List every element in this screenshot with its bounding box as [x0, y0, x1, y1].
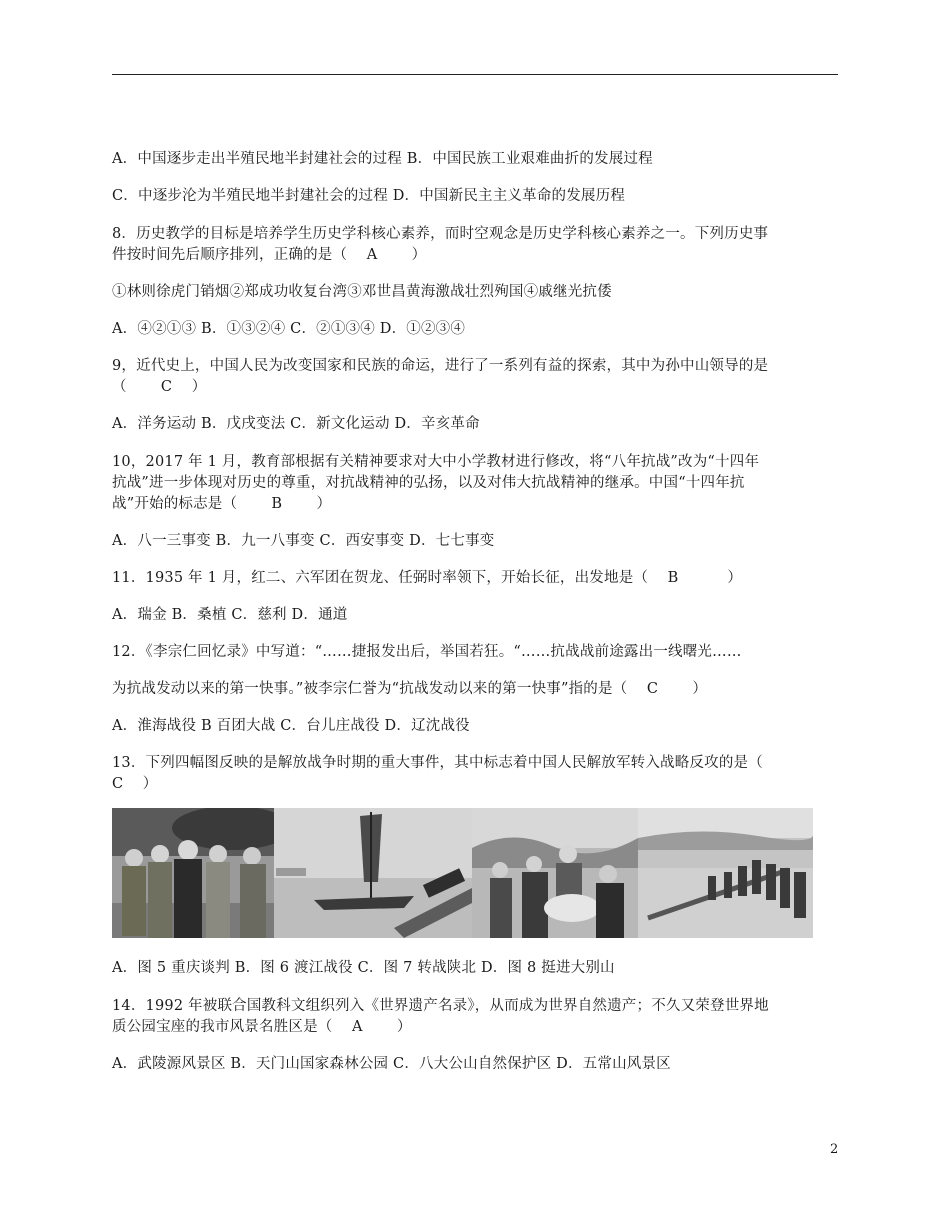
question-9-answer: （ C ） — [112, 379, 207, 395]
photo-7-northern-shaanxi — [472, 808, 638, 938]
option-line-7: A．中国逐步走出半殖民地半封建社会的过程 B．中国民族工业艰难曲折的发展过程 — [112, 151, 653, 167]
question-12-text-1: 12．《李宗仁回忆录》中写道：“……捷报发出后，举国若狂。“……抗战战前途露出一线曙光…… — [112, 644, 742, 660]
photo-5-chongqing-negotiation — [112, 808, 274, 938]
photo-6-crossing-yangtze — [274, 808, 472, 938]
photo-strip — [112, 808, 813, 938]
question-8-answer: 件按时间先后顺序排列，正确的是（ A ） — [112, 247, 427, 263]
question-8-options: A．④②①③ B．①③②④ C．②①③④ D．①②③④ — [112, 321, 466, 337]
question-10-text-2: 抗战”进一步体现对历史的尊重，对抗战精神的弘扬，以及对伟大抗战精神的继承。中国“十四年抗 — [112, 475, 745, 491]
question-9-options: A．洋务运动 B．戊戌变法 C．新文化运动 D．辛亥革命 — [112, 416, 480, 432]
page-number: 2 — [830, 1142, 839, 1157]
option-line-7b: C．中逐步沦为半殖民地半封建社会的过程 D．中国新民主主义革命的发展历程 — [112, 188, 626, 204]
question-10-text-1: 10，2017 年 1 月，教育部根据有关精神要求对大中小学教材进行修改，将“八年抗战”改为“十四年 — [112, 454, 760, 470]
question-12-options: A．淮海战役 B 百团大战 C．台儿庄战役 D．辽沈战役 — [112, 718, 470, 734]
question-13-answer: C ） — [112, 776, 158, 792]
question-13-text: 13．下列四幅图反映的是解放战争时期的重大事件，其中标志着中国人民解放军转入战略反攻的是（ — [112, 755, 763, 771]
question-11-text: 11．1935 年 1 月，红二、六军团在贺龙、任弼时率领下，开始长征，出发地是（ B ） — [112, 570, 743, 586]
question-10-answer: 战”开始的标志是（ B ） — [112, 496, 332, 512]
question-9-text: 9，近代史上，中国人民为改变国家和民族的命运，进行了一系列有益的探索，其中为孙中山领导的是 — [112, 358, 769, 374]
question-11-options: A．瑞金 B．桑植 C．慈利 D．通道 — [112, 607, 348, 623]
question-13-options: A．图 5 重庆谈判 B．图 6 渡江战役 C．图 7 转战陕北 D．图 8 挺进大别山 — [112, 960, 615, 976]
question-10-options: A．八一三事变 B．九一八事变 C．西安事变 D．七七事变 — [112, 533, 495, 549]
question-8-events: ①林则徐虎门销烟②郑成功收复台湾③邓世昌黄海激战壮烈殉国④戚继光抗倭 — [112, 284, 612, 300]
question-14-text-2: 质公园宝座的我市风景名胜区是（ A ） — [112, 1019, 412, 1035]
photo-8-dabie-mountains — [638, 808, 813, 938]
question-14-options: A．武陵源风景区 B．天门山国家森林公园 C．八大公山自然保护区 D．五常山风景区 — [112, 1056, 671, 1072]
question-12-text-2: 为抗战发动以来的第一快事。”被李宗仁誉为“抗战发动以来的第一快事”指的是（ C ） — [112, 681, 708, 697]
header-rule — [112, 74, 838, 75]
question-14-text-1: 14．1992 年被联合国教科文组织列入《世界遗产名录》，从而成为世界自然遗产；不久又荣登世界地 — [112, 998, 769, 1014]
question-8-text: 8．历史教学的目标是培养学生历史学科核心素养，而时空观念是历史学科核心素养之一。下列历史事 — [112, 226, 769, 242]
